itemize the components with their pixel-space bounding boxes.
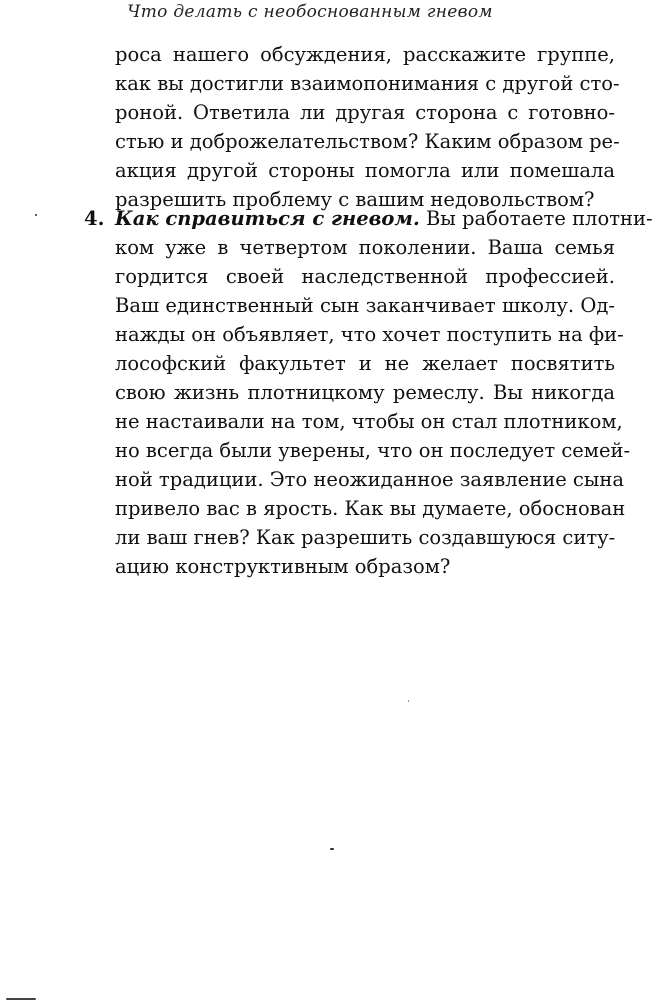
text-line: разрешить проблему с вашим недовольством? (115, 188, 595, 211)
text-line: гордится своей наследственной профессией. (115, 265, 615, 288)
text-line: лософский факультет и не желает посвятить (115, 352, 615, 375)
text-line: ной традиции. Это неожиданное заявление сына (115, 468, 624, 491)
text-line: привело вас в ярость. Как вы думаете, обоснован (115, 497, 626, 520)
text-line: ацию конструктивным образом? (115, 555, 451, 578)
item-heading: Как справиться с гневом. (115, 207, 420, 230)
text-line: но всегда были уверены, что он последует семей- (115, 439, 631, 462)
text-line: ком уже в четвертом поколении. Ваша семья (115, 236, 615, 259)
text-line: роной. Ответила ли другая сторона с готовно- (115, 101, 615, 124)
text-line: роса нашего обсуждения, расскажите группе, (115, 43, 615, 66)
scan-speck (330, 848, 334, 850)
text-line: акция другой стороны помогла или помешала (115, 159, 615, 182)
text-line: стью и доброжелательством? Каким образом ре- (115, 130, 620, 153)
scan-speck (35, 214, 37, 216)
text-line: Ваш единственный сын заканчивает школу. Од- (115, 294, 615, 317)
list-item-body (115, 204, 653, 581)
text-line: не настаивали на том, чтобы он стал плотником, (115, 410, 623, 433)
text-line: нажды он объявляет, что хочет поступить на фи- (115, 323, 624, 346)
text-line: как вы достигли взаимопонимания с другой сто- (115, 72, 620, 95)
running-header: Что делать с необоснованным гневом (127, 2, 493, 22)
item-heading-continuation: Вы работаете плотни- (419, 207, 653, 230)
scan-speck (6, 998, 36, 1000)
text-line (115, 204, 653, 233)
list-item-number: 4. (84, 207, 105, 230)
text-line: ли ваш гнев? Как разрешить создавшуюся ситу- (115, 526, 616, 549)
text-line: свою жизнь плотницкому ремеслу. Вы никогда (115, 381, 615, 404)
scan-speck (408, 700, 409, 702)
paragraph-continued (115, 40, 620, 214)
